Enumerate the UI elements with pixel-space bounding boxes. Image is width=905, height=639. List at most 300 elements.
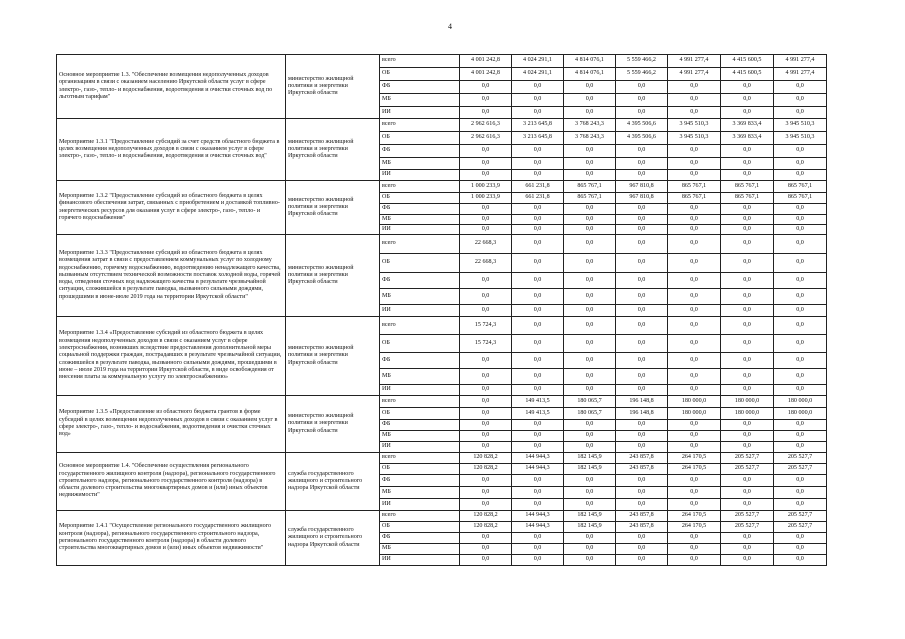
funding-source: МБ (380, 289, 460, 305)
responsible-executor: министерство жилищной политики и энергетики Иркутской области (286, 55, 380, 119)
amount-cell: 180 000,0 (721, 396, 774, 408)
amount-cell: 0,0 (668, 369, 721, 385)
amount-cell: 144 944,3 (512, 522, 564, 533)
amount-cell: 3 369 833,4 (721, 132, 774, 145)
amount-cell: 0,0 (616, 369, 668, 385)
amount-cell: 3 768 243,3 (564, 119, 616, 132)
budget-table (56, 54, 827, 566)
amount-cell: 0,0 (721, 533, 774, 544)
amount-cell: 0,0 (668, 289, 721, 305)
amount-cell: 0,0 (668, 442, 721, 453)
amount-cell: 0,0 (564, 81, 616, 94)
amount-cell: 0,0 (668, 431, 721, 442)
amount-cell: 3 945 510,3 (668, 132, 721, 145)
amount-cell: 0,0 (616, 107, 668, 119)
amount-cell: 0,0 (774, 94, 827, 107)
amount-cell: 0,0 (721, 555, 774, 566)
amount-cell: 264 170,5 (668, 464, 721, 475)
funding-source: ФБ (380, 145, 460, 158)
amount-cell: 120 828,2 (460, 453, 512, 464)
amount-cell: 865 767,1 (564, 181, 616, 193)
funding-source: ОБ (380, 522, 460, 533)
funding-source: МБ (380, 369, 460, 385)
amount-cell: 0,0 (668, 215, 721, 225)
amount-cell: 0,0 (668, 225, 721, 235)
amount-cell: 182 145,9 (564, 511, 616, 522)
table-row (57, 55, 827, 68)
amount-cell: 0,0 (668, 544, 721, 555)
amount-cell: 0,0 (460, 81, 512, 94)
amount-cell: 0,0 (721, 369, 774, 385)
amount-cell: 0,0 (460, 396, 512, 408)
amount-cell: 0,0 (512, 431, 564, 442)
amount-cell: 0,0 (721, 107, 774, 119)
amount-cell: 865 767,1 (721, 181, 774, 193)
amount-cell: 0,0 (721, 544, 774, 555)
amount-cell: 4 001 242,8 (460, 55, 512, 68)
amount-cell: 0,0 (564, 487, 616, 499)
amount-cell: 3 768 243,3 (564, 132, 616, 145)
activity-description: Мероприятие 1.3.2 "Предоставление субсидий из областного бюджета в целях финансового обеспечения затрат, связанных с приобретением и доставкой топливно-энергетических ресурсов для оказания услуг в сфере электро-, газо-, тепло- и горячего водоснабжения" (57, 181, 286, 235)
amount-cell: 0,0 (512, 273, 564, 289)
amount-cell: 0,0 (616, 353, 668, 369)
amount-cell: 0,0 (616, 499, 668, 511)
amount-cell: 0,0 (774, 385, 827, 396)
funding-source: ИИ (380, 225, 460, 235)
responsible-executor: служба государственного жилищного и строительного надзора Иркутской области (286, 453, 380, 511)
amount-cell: 0,0 (564, 225, 616, 235)
amount-cell: 180 065,7 (564, 396, 616, 408)
amount-cell: 0,0 (460, 353, 512, 369)
amount-cell: 0,0 (668, 94, 721, 107)
amount-cell: 0,0 (668, 273, 721, 289)
funding-source: МБ (380, 94, 460, 107)
activity-description: Мероприятие 1.3.4 «Предоставление субсидий из областного бюджета в целях возмещения недополученных доходов в связи с оказанием услуг в сфере электроснабжения, возникших вследствие предоставления дополнительной меры социальной поддержки граждан, пострадавших в результате чрезвычайной ситуации, сложившейся в результате паводка, вызванного сильными дождями, прошедшими в июне – июле 2019 года на территории Иркутской области, в виде освобождения от внесения платы за коммунальную услугу по электроснабжению» (57, 317, 286, 396)
amount-cell: 243 857,8 (616, 464, 668, 475)
funding-source: ФБ (380, 420, 460, 431)
amount-cell: 144 944,3 (512, 511, 564, 522)
amount-cell: 0,0 (460, 544, 512, 555)
amount-cell: 0,0 (460, 158, 512, 170)
amount-cell: 0,0 (774, 335, 827, 353)
amount-cell: 0,0 (512, 235, 564, 254)
amount-cell: 0,0 (774, 305, 827, 317)
funding-source: МБ (380, 544, 460, 555)
amount-cell: 0,0 (721, 273, 774, 289)
amount-cell: 0,0 (460, 225, 512, 235)
funding-source: ОБ (380, 193, 460, 204)
amount-cell: 180 000,0 (774, 396, 827, 408)
amount-cell: 196 148,8 (616, 396, 668, 408)
table-row (57, 453, 827, 464)
amount-cell: 0,0 (668, 555, 721, 566)
amount-cell: 0,0 (564, 544, 616, 555)
amount-cell: 0,0 (616, 533, 668, 544)
amount-cell: 865 767,1 (774, 181, 827, 193)
amount-cell: 0,0 (512, 353, 564, 369)
amount-cell: 0,0 (460, 107, 512, 119)
amount-cell: 1 000 233,9 (460, 193, 512, 204)
amount-cell: 4 415 600,5 (721, 68, 774, 81)
amount-cell: 205 527,7 (721, 522, 774, 533)
amount-cell: 0,0 (721, 475, 774, 487)
amount-cell: 0,0 (721, 305, 774, 317)
amount-cell: 0,0 (774, 235, 827, 254)
amount-cell: 3 369 833,4 (721, 119, 774, 132)
amount-cell: 0,0 (721, 317, 774, 335)
amount-cell: 182 145,9 (564, 464, 616, 475)
amount-cell: 0,0 (512, 487, 564, 499)
amount-cell: 0,0 (668, 499, 721, 511)
amount-cell: 0,0 (564, 94, 616, 107)
amount-cell: 0,0 (774, 420, 827, 431)
amount-cell: 0,0 (512, 81, 564, 94)
activity-description: Основное мероприятие 1.3. "Обеспечение возмещения недополученных доходов организациям в связи с оказанием населению Иркутской области услуг в сфере электро-, газо-, тепло- и водоснабжения, водоотведения и очистки сточных вод по льготным тарифам" (57, 55, 286, 119)
amount-cell: 0,0 (512, 254, 564, 273)
amount-cell: 3 945 510,3 (668, 119, 721, 132)
amount-cell: 0,0 (616, 442, 668, 453)
amount-cell: 0,0 (774, 442, 827, 453)
amount-cell: 0,0 (616, 385, 668, 396)
amount-cell: 0,0 (774, 317, 827, 335)
amount-cell: 0,0 (774, 170, 827, 181)
amount-cell: 0,0 (564, 431, 616, 442)
amount-cell: 0,0 (668, 170, 721, 181)
amount-cell: 0,0 (774, 499, 827, 511)
amount-cell: 865 767,1 (721, 193, 774, 204)
amount-cell: 0,0 (616, 81, 668, 94)
amount-cell: 243 857,8 (616, 511, 668, 522)
funding-source: ОБ (380, 464, 460, 475)
amount-cell: 120 828,2 (460, 464, 512, 475)
amount-cell: 0,0 (616, 170, 668, 181)
amount-cell: 0,0 (512, 170, 564, 181)
amount-cell: 0,0 (616, 204, 668, 215)
amount-cell: 0,0 (668, 335, 721, 353)
amount-cell: 865 767,1 (668, 181, 721, 193)
amount-cell: 0,0 (721, 499, 774, 511)
amount-cell: 243 857,8 (616, 453, 668, 464)
amount-cell: 0,0 (721, 81, 774, 94)
amount-cell: 243 857,8 (616, 522, 668, 533)
amount-cell: 0,0 (721, 442, 774, 453)
amount-cell: 4 991 277,4 (774, 55, 827, 68)
table-row (57, 396, 827, 408)
amount-cell: 196 148,8 (616, 408, 668, 420)
amount-cell: 0,0 (512, 420, 564, 431)
amount-cell: 4 024 291,1 (512, 55, 564, 68)
amount-cell: 0,0 (564, 305, 616, 317)
amount-cell: 205 527,7 (774, 464, 827, 475)
amount-cell: 0,0 (512, 499, 564, 511)
amount-cell: 0,0 (460, 369, 512, 385)
amount-cell: 0,0 (512, 335, 564, 353)
funding-source: ИИ (380, 555, 460, 566)
amount-cell: 264 170,5 (668, 453, 721, 464)
amount-cell: 0,0 (774, 487, 827, 499)
amount-cell: 0,0 (512, 94, 564, 107)
funding-source: МБ (380, 215, 460, 225)
amount-cell: 0,0 (460, 215, 512, 225)
funding-source: ФБ (380, 204, 460, 215)
amount-cell: 0,0 (460, 442, 512, 453)
funding-source: ОБ (380, 132, 460, 145)
table-row (57, 181, 827, 193)
amount-cell: 0,0 (512, 145, 564, 158)
activity-description: Мероприятие 1.4.1 "Осуществление регионального государственного жилищного контроля (надзора), регионального государственного строительного надзора, регионального государственного контроля (надзора) в области долевого строительства многоквартирных домов и (или) иных объектов недвижимости" (57, 511, 286, 566)
amount-cell: 865 767,1 (774, 193, 827, 204)
amount-cell: 0,0 (460, 273, 512, 289)
amount-cell: 0,0 (668, 145, 721, 158)
amount-cell: 0,0 (721, 487, 774, 499)
funding-source: ФБ (380, 81, 460, 94)
funding-source: всего (380, 235, 460, 254)
amount-cell: 0,0 (668, 81, 721, 94)
amount-cell: 4 814 076,1 (564, 55, 616, 68)
amount-cell: 0,0 (564, 353, 616, 369)
table-body (57, 55, 827, 566)
amount-cell: 0,0 (564, 289, 616, 305)
funding-source: ИИ (380, 170, 460, 181)
table-row (57, 511, 827, 522)
table-row (57, 235, 827, 254)
amount-cell: 0,0 (460, 408, 512, 420)
amount-cell: 0,0 (564, 369, 616, 385)
amount-cell: 0,0 (616, 335, 668, 353)
amount-cell: 0,0 (512, 475, 564, 487)
amount-cell: 0,0 (616, 289, 668, 305)
amount-cell: 0,0 (460, 385, 512, 396)
funding-source: ИИ (380, 442, 460, 453)
amount-cell: 3 213 645,8 (512, 132, 564, 145)
amount-cell: 0,0 (460, 305, 512, 317)
amount-cell: 4 814 076,1 (564, 68, 616, 81)
amount-cell: 0,0 (616, 225, 668, 235)
amount-cell: 661 231,8 (512, 181, 564, 193)
amount-cell: 5 559 466,2 (616, 55, 668, 68)
amount-cell: 0,0 (460, 499, 512, 511)
amount-cell: 2 962 616,3 (460, 132, 512, 145)
amount-cell: 4 415 600,5 (721, 55, 774, 68)
amount-cell: 0,0 (616, 544, 668, 555)
amount-cell: 0,0 (460, 431, 512, 442)
amount-cell: 0,0 (512, 555, 564, 566)
amount-cell: 0,0 (774, 475, 827, 487)
amount-cell: 4 024 291,1 (512, 68, 564, 81)
amount-cell: 0,0 (774, 158, 827, 170)
amount-cell: 0,0 (774, 204, 827, 215)
amount-cell: 182 145,9 (564, 522, 616, 533)
amount-cell: 0,0 (564, 420, 616, 431)
amount-cell: 0,0 (460, 475, 512, 487)
amount-cell: 0,0 (774, 289, 827, 305)
amount-cell: 0,0 (564, 273, 616, 289)
amount-cell: 144 944,3 (512, 453, 564, 464)
responsible-executor: министерство жилищной политики и энергетики Иркутской области (286, 396, 380, 453)
funding-source: ОБ (380, 408, 460, 420)
funding-source: всего (380, 317, 460, 335)
amount-cell: 0,0 (564, 442, 616, 453)
amount-cell: 180 000,0 (721, 408, 774, 420)
amount-cell: 0,0 (721, 158, 774, 170)
responsible-executor: министерство жилищной политики и энергетики Иркутской области (286, 317, 380, 396)
amount-cell: 0,0 (774, 145, 827, 158)
amount-cell: 0,0 (460, 533, 512, 544)
funding-source: ФБ (380, 353, 460, 369)
activity-description: Мероприятие 1.3.5 «Предоставление из областного бюджета грантов в форме субсидий в целях возмещения недополученных доходов в связи с оказанием услуг в сфере электро-, газо-, тепло- и водоснабжения, водоотведения и очистки сточных вод» (57, 396, 286, 453)
responsible-executor: министерство жилищной политики и энергетики Иркутской области (286, 119, 380, 181)
amount-cell: 205 527,7 (721, 511, 774, 522)
amount-cell: 0,0 (774, 107, 827, 119)
amount-cell: 144 944,3 (512, 464, 564, 475)
amount-cell: 0,0 (564, 555, 616, 566)
funding-source: ОБ (380, 68, 460, 81)
amount-cell: 0,0 (564, 475, 616, 487)
amount-cell: 149 413,5 (512, 396, 564, 408)
funding-source: всего (380, 55, 460, 68)
amount-cell: 661 231,8 (512, 193, 564, 204)
amount-cell: 0,0 (616, 254, 668, 273)
amount-cell: 0,0 (616, 317, 668, 335)
amount-cell: 0,0 (774, 254, 827, 273)
amount-cell: 0,0 (564, 335, 616, 353)
amount-cell: 0,0 (460, 204, 512, 215)
amount-cell: 0,0 (564, 317, 616, 335)
amount-cell: 2 962 616,3 (460, 119, 512, 132)
amount-cell: 0,0 (512, 385, 564, 396)
amount-cell: 180 000,0 (668, 396, 721, 408)
amount-cell: 0,0 (564, 204, 616, 215)
amount-cell: 180 000,0 (774, 408, 827, 420)
amount-cell: 0,0 (721, 289, 774, 305)
amount-cell: 0,0 (460, 420, 512, 431)
amount-cell: 4 001 242,8 (460, 68, 512, 81)
amount-cell: 0,0 (721, 225, 774, 235)
table-row (57, 317, 827, 335)
amount-cell: 0,0 (616, 487, 668, 499)
amount-cell: 264 170,5 (668, 522, 721, 533)
amount-cell: 0,0 (668, 158, 721, 170)
amount-cell: 0,0 (616, 94, 668, 107)
amount-cell: 205 527,7 (774, 522, 827, 533)
amount-cell: 0,0 (668, 107, 721, 119)
funding-source: ОБ (380, 254, 460, 273)
amount-cell: 0,0 (668, 420, 721, 431)
amount-cell: 4 991 277,4 (668, 68, 721, 81)
amount-cell: 967 810,8 (616, 193, 668, 204)
amount-cell: 0,0 (774, 215, 827, 225)
amount-cell: 865 767,1 (668, 193, 721, 204)
amount-cell: 205 527,7 (721, 464, 774, 475)
amount-cell: 149 413,5 (512, 408, 564, 420)
amount-cell: 0,0 (721, 145, 774, 158)
amount-cell: 0,0 (460, 289, 512, 305)
amount-cell: 0,0 (460, 145, 512, 158)
amount-cell: 0,0 (564, 145, 616, 158)
amount-cell: 0,0 (616, 420, 668, 431)
funding-source: ИИ (380, 385, 460, 396)
amount-cell: 0,0 (721, 420, 774, 431)
amount-cell: 0,0 (668, 533, 721, 544)
funding-source: ИИ (380, 305, 460, 317)
amount-cell: 0,0 (616, 273, 668, 289)
funding-source: ФБ (380, 533, 460, 544)
amount-cell: 205 527,7 (774, 511, 827, 522)
amount-cell: 205 527,7 (774, 453, 827, 464)
amount-cell: 0,0 (512, 369, 564, 385)
amount-cell: 0,0 (774, 555, 827, 566)
amount-cell: 0,0 (564, 170, 616, 181)
amount-cell: 0,0 (721, 385, 774, 396)
amount-cell: 0,0 (616, 145, 668, 158)
amount-cell: 4 395 506,6 (616, 119, 668, 132)
amount-cell: 0,0 (512, 107, 564, 119)
amount-cell: 0,0 (668, 353, 721, 369)
amount-cell: 0,0 (668, 204, 721, 215)
amount-cell: 4 991 277,4 (774, 68, 827, 81)
amount-cell: 0,0 (564, 385, 616, 396)
amount-cell: 4 991 277,4 (668, 55, 721, 68)
amount-cell: 182 145,9 (564, 453, 616, 464)
amount-cell: 120 828,2 (460, 511, 512, 522)
amount-cell: 0,0 (668, 385, 721, 396)
amount-cell: 0,0 (668, 475, 721, 487)
amount-cell: 0,0 (564, 533, 616, 544)
table-row (57, 119, 827, 132)
amount-cell: 22 668,3 (460, 235, 512, 254)
amount-cell: 0,0 (512, 305, 564, 317)
amount-cell: 0,0 (512, 204, 564, 215)
funding-source: ОБ (380, 335, 460, 353)
amount-cell: 0,0 (512, 317, 564, 335)
responsible-executor: министерство жилищной политики и энергетики Иркутской области (286, 181, 380, 235)
funding-source: МБ (380, 487, 460, 499)
amount-cell: 5 559 466,2 (616, 68, 668, 81)
amount-cell: 0,0 (774, 431, 827, 442)
funding-source: всего (380, 119, 460, 132)
amount-cell: 0,0 (774, 544, 827, 555)
amount-cell: 3 213 645,8 (512, 119, 564, 132)
amount-cell: 0,0 (512, 158, 564, 170)
amount-cell: 205 527,7 (721, 453, 774, 464)
amount-cell: 0,0 (564, 499, 616, 511)
amount-cell: 0,0 (564, 235, 616, 254)
amount-cell: 0,0 (774, 353, 827, 369)
amount-cell: 0,0 (460, 487, 512, 499)
amount-cell: 0,0 (721, 353, 774, 369)
amount-cell: 0,0 (721, 94, 774, 107)
funding-source: всего (380, 511, 460, 522)
amount-cell: 4 395 506,6 (616, 132, 668, 145)
amount-cell: 0,0 (721, 204, 774, 215)
funding-source: всего (380, 396, 460, 408)
amount-cell: 0,0 (512, 533, 564, 544)
amount-cell: 0,0 (512, 289, 564, 305)
amount-cell: 967 810,8 (616, 181, 668, 193)
amount-cell: 0,0 (668, 317, 721, 335)
amount-cell: 0,0 (616, 475, 668, 487)
funding-source: МБ (380, 431, 460, 442)
page-number: 4 (448, 22, 452, 31)
amount-cell: 0,0 (512, 215, 564, 225)
amount-cell: 0,0 (721, 254, 774, 273)
amount-cell: 0,0 (774, 273, 827, 289)
responsible-executor: служба государственного жилищного и строительного надзора Иркутской области (286, 511, 380, 566)
activity-description: Мероприятие 1.3.1 "Предоставление субсидий за счет средств областного бюджета в целях возмещения недополученных доходов в связи с оказанием услуг в сфере электро-, газо-, тепло- и водоснабжения, водоотведения и очистки сточных вод" (57, 119, 286, 181)
amount-cell: 0,0 (668, 305, 721, 317)
amount-cell: 0,0 (460, 555, 512, 566)
amount-cell: 0,0 (774, 225, 827, 235)
